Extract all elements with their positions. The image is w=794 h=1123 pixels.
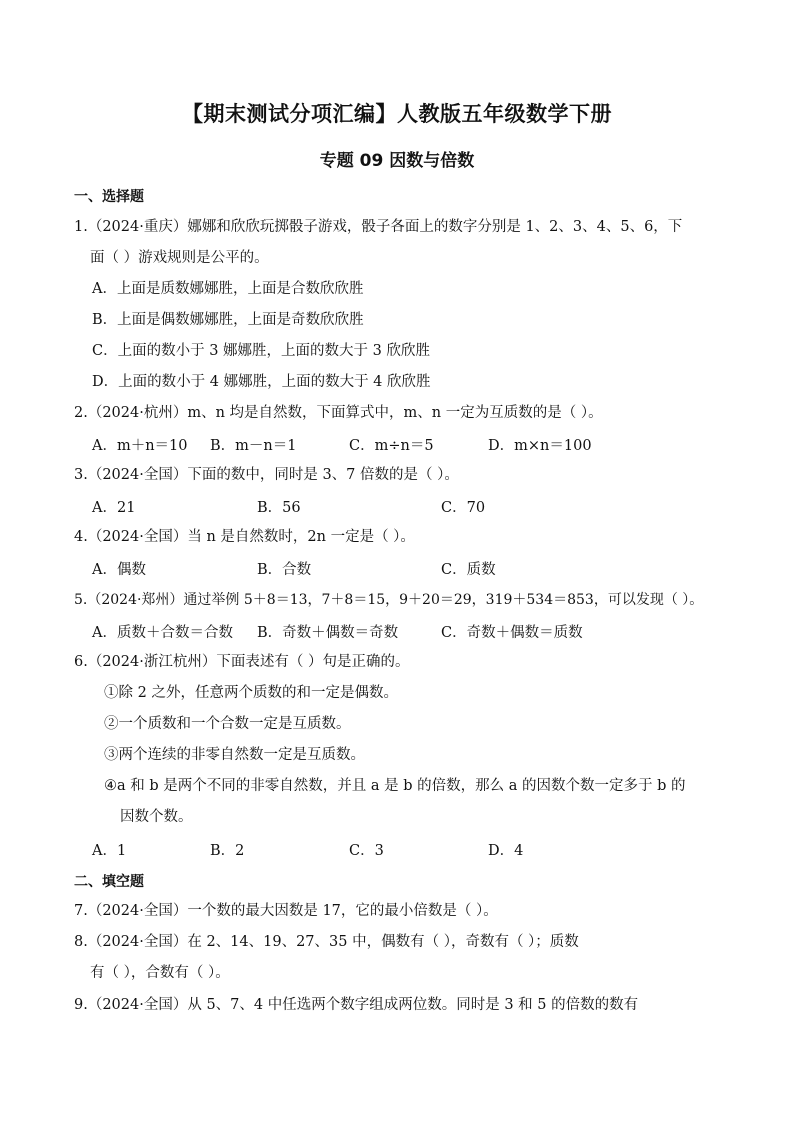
question-6-option-b: B．2: [210, 843, 245, 859]
question-1-option-b: B．上面是偶数娜娜胜，上面是奇数欣欣胜: [92, 312, 364, 328]
question-1-option-a: A．上面是质数娜娜胜，上面是合数欣欣胜: [92, 281, 364, 297]
question-6-statement-1: ①除 2 之外，任意两个质数的和一定是偶数。: [104, 685, 398, 701]
question-2-option-a: A．m＋n＝10: [92, 438, 188, 454]
question-1-option-d: D．上面的数小于 4 娜娜胜，上面的数大于 4 欣欣胜: [92, 374, 431, 390]
question-3-stem: 3.（2024·全国）下面的数中，同时是 3、7 倍数的是（ ）。: [74, 467, 459, 483]
question-5-option-b: B．奇数＋偶数＝奇数: [257, 625, 399, 641]
question-6-option-a: A．1: [92, 843, 127, 859]
question-3-option-c: C．70: [441, 500, 486, 516]
question-2-option-b: B．m－n＝1: [210, 438, 297, 454]
question-9-stem: 9.（2024·全国）从 5、7、4 中任选两个数字组成两位数。同时是 3 和 5 的倍数的数有: [74, 997, 639, 1013]
question-4-option-b: B．合数: [257, 562, 312, 578]
question-1-option-c: C．上面的数小于 3 娜娜胜，上面的数大于 3 欣欣胜: [92, 343, 430, 359]
question-6-statement-3: ③两个连续的非零自然数一定是互质数。: [104, 747, 365, 763]
question-7-stem: 7.（2024·全国）一个数的最大因数是 17，它的最小倍数是（ ）。: [74, 903, 498, 919]
question-6-option-d: D．4: [488, 843, 524, 859]
question-3-option-b: B．56: [257, 500, 301, 516]
question-5-option-c: C．奇数＋偶数＝质数: [441, 625, 583, 641]
question-4-option-c: C．质数: [441, 562, 496, 578]
section-fill-heading: 二、填空题: [74, 874, 144, 890]
question-4-stem: 4.（2024·全国）当 n 是自然数时，2n 一定是（ ）。: [74, 529, 415, 545]
question-6-statement-4-continued: 因数个数。: [120, 809, 193, 825]
question-6-stem: 6.（2024·浙江杭州）下面表述有（ ）句是正确的。: [74, 654, 410, 670]
question-8-line-1: 8.（2024·全国）在 2、14、19、27、35 中，偶数有（ ），奇数有（ ）；质数: [74, 934, 579, 950]
question-2-option-c: C．m÷n＝5: [349, 438, 434, 454]
question-5-option-a: A．质数＋合数＝合数: [92, 625, 233, 641]
question-1-line-2: 面（ ）游戏规则是公平的。: [90, 250, 269, 266]
question-5-stem: 5.（2024·郑州）通过举例 5＋8＝13，7＋8＝15，9＋20＝29，319＋534＝853，可以发现（ ）。: [74, 592, 704, 608]
question-2-option-d: D．m×n＝100: [488, 438, 592, 454]
question-3-option-a: A．21: [92, 500, 136, 516]
question-2-stem: 2.（2024·杭州）m、n 均是自然数，下面算式中，m、n 一定为互质数的是（ ）。: [74, 405, 603, 421]
question-4-option-a: A．偶数: [92, 562, 146, 578]
document-subtitle: 专题 09 因数与倍数: [319, 151, 475, 171]
section-choice-heading: 一、选择题: [74, 189, 144, 205]
document-title: 【期末测试分项汇编】人教版五年级数学下册: [182, 102, 612, 126]
question-6-option-c: C．3: [349, 843, 384, 859]
question-6-statement-2: ②一个质数和一个合数一定是互质数。: [104, 716, 351, 732]
question-6-statement-4: ④a 和 b 是两个不同的非零自然数，并且 a 是 b 的倍数，那么 a 的因数个数一定多于 b 的: [104, 778, 686, 794]
question-1-line-1: 1.（2024·重庆）娜娜和欣欣玩掷骰子游戏，骰子各面上的数字分别是 1、2、3、4、5、6，下: [74, 219, 683, 235]
question-8-line-2: 有（ ），合数有（ ）。: [90, 965, 230, 981]
